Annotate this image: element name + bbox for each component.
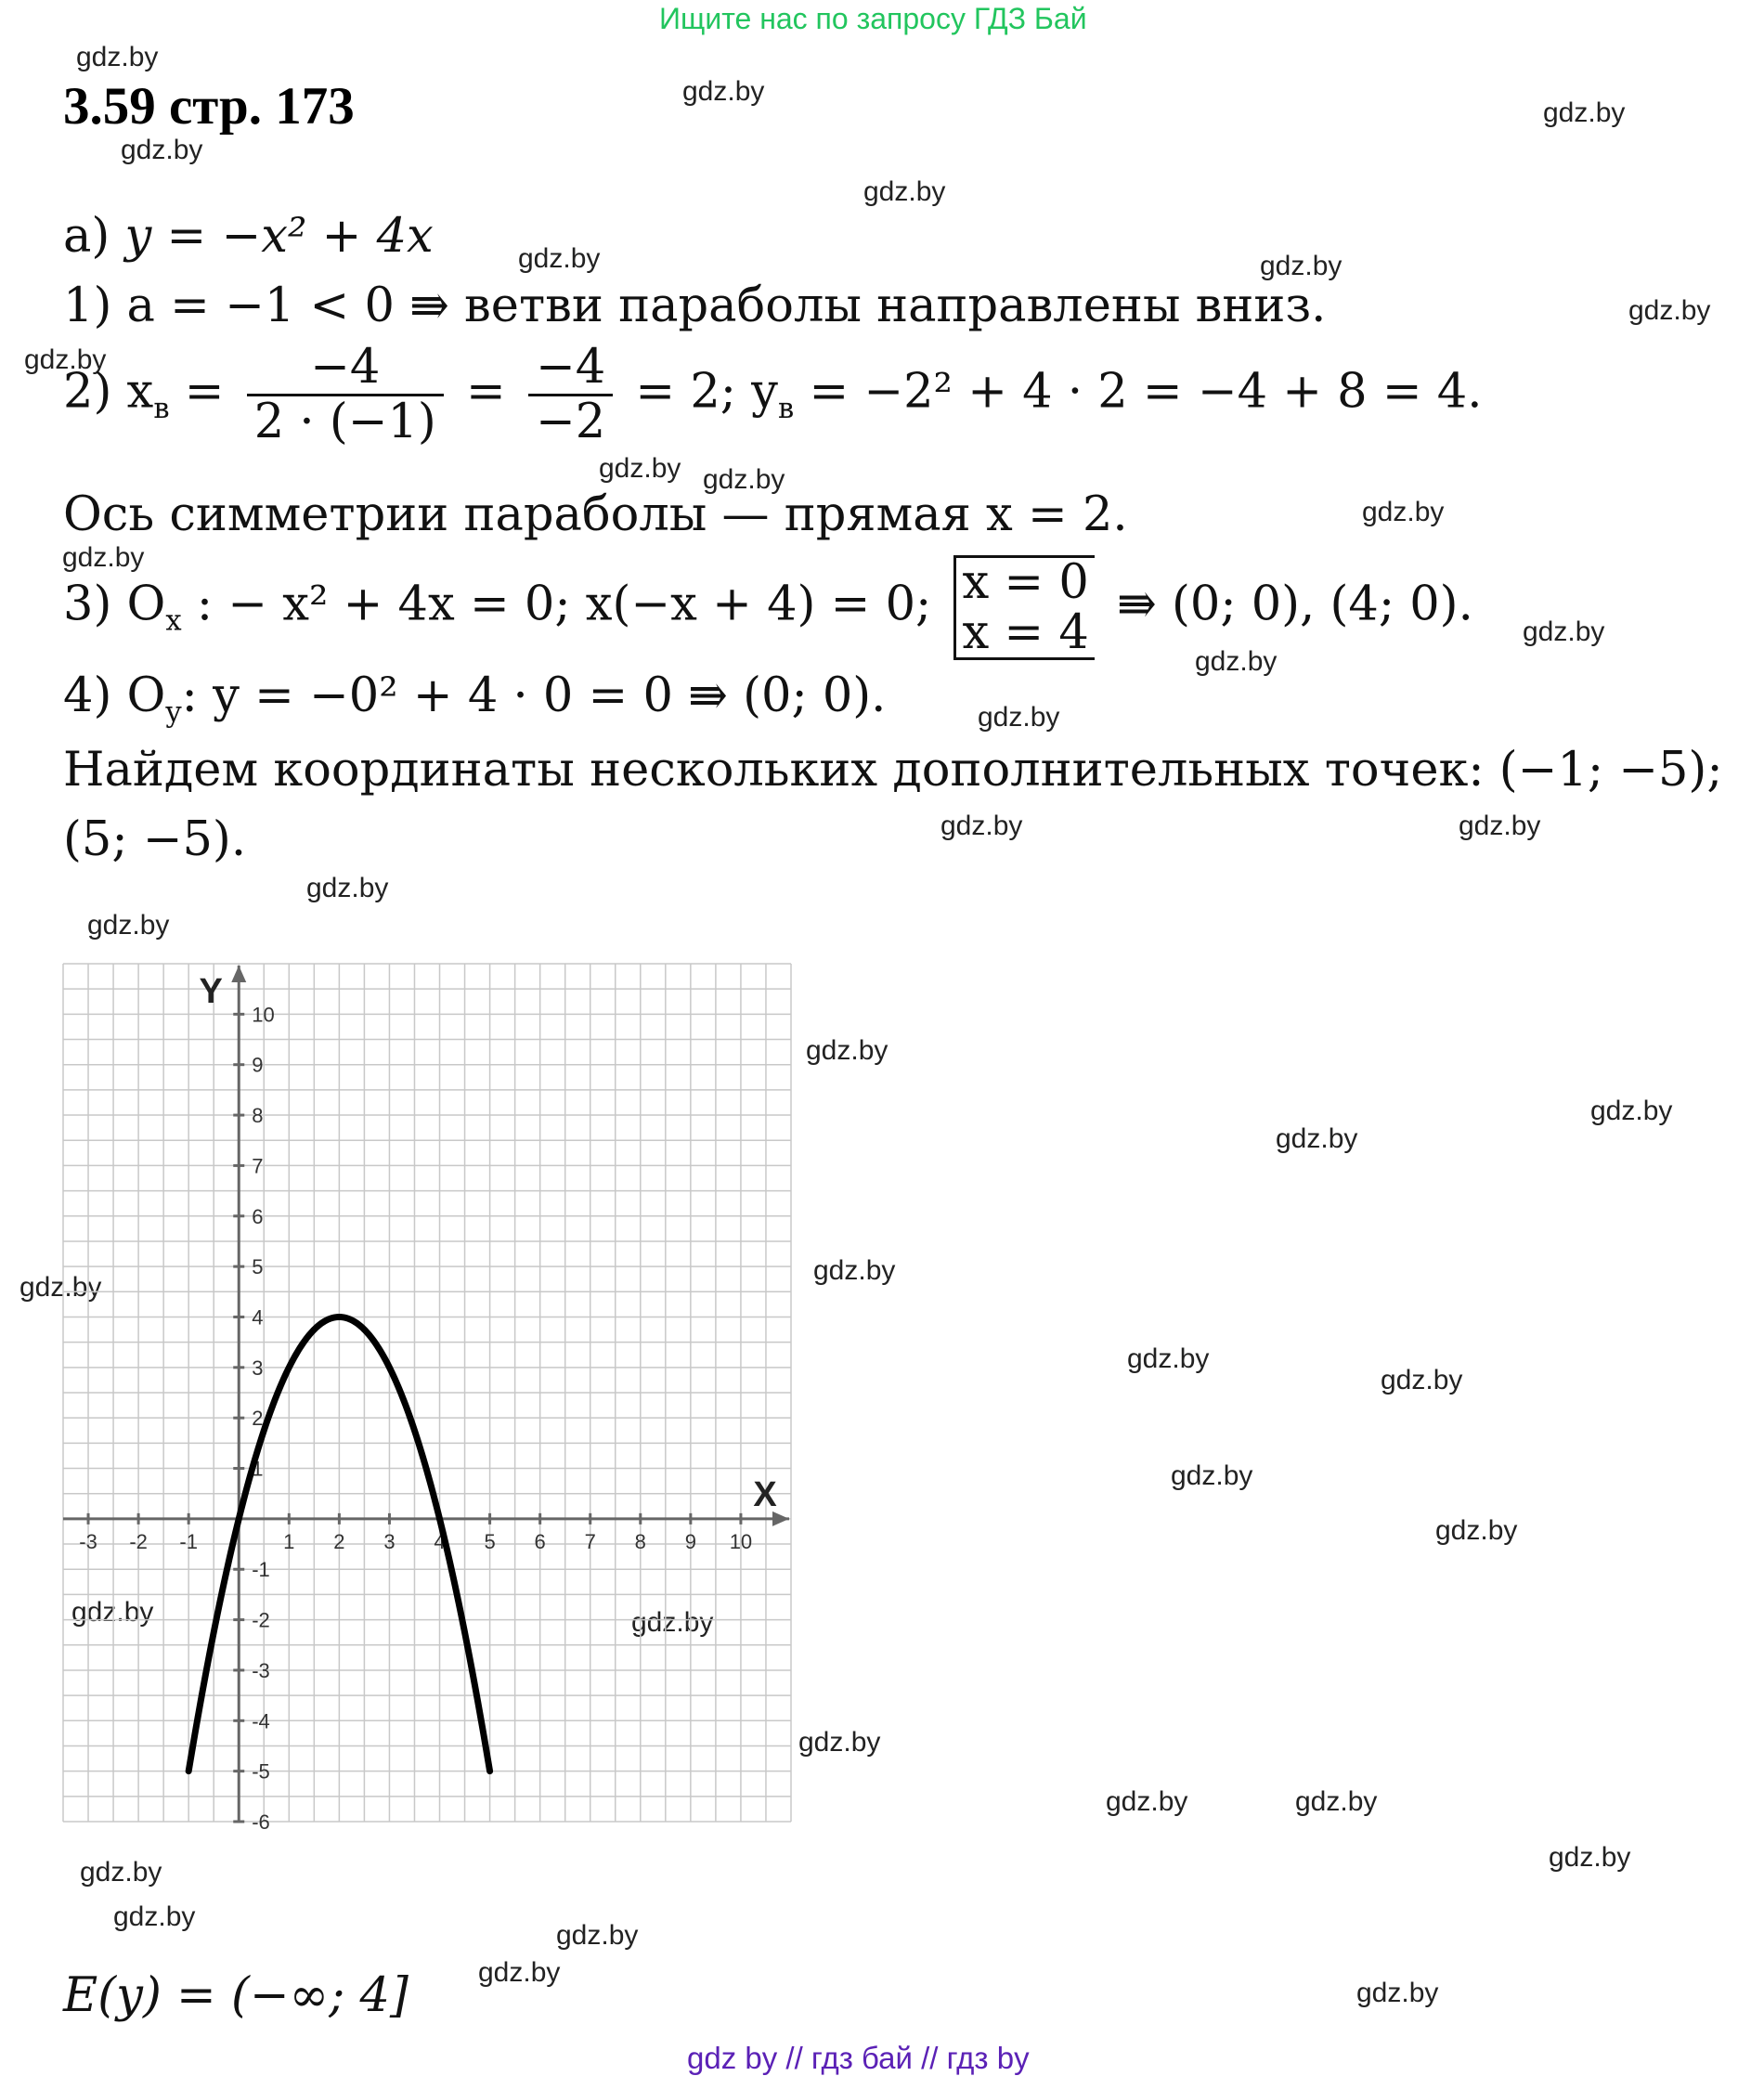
y-tick-label: 10 bbox=[252, 1003, 275, 1027]
y-tick-label: -4 bbox=[252, 1709, 270, 1733]
watermark: gdz.by bbox=[478, 1957, 561, 1988]
x-tick-label: -1 bbox=[179, 1529, 198, 1553]
step-2-eq1: = bbox=[184, 364, 225, 420]
function-line bbox=[63, 209, 434, 264]
fraction-1-den: 2 · (−1) bbox=[247, 394, 444, 448]
y-axis-label: Y bbox=[199, 972, 223, 1011]
watermark: gdz.by bbox=[806, 1035, 888, 1066]
y-tick-label: 5 bbox=[252, 1255, 264, 1279]
watermark: gdz.by bbox=[518, 243, 601, 274]
watermark: gdz.by bbox=[113, 1901, 196, 1932]
watermark: gdz.by bbox=[978, 702, 1060, 733]
watermark: gdz.by bbox=[121, 135, 203, 165]
watermark: gdz.by bbox=[71, 1597, 154, 1628]
x-tick-label: 1 bbox=[283, 1529, 295, 1553]
function-formula: y = −x² + 4x bbox=[124, 209, 434, 264]
x-tick-label: 10 bbox=[729, 1529, 753, 1553]
watermark: gdz.by bbox=[1127, 1343, 1210, 1374]
step-3 bbox=[63, 555, 1473, 660]
x-tick-label: 7 bbox=[584, 1529, 596, 1553]
axis-of-symmetry: Ось симметрии параболы — прямая x = 2. bbox=[63, 487, 1128, 542]
watermark: gdz.by bbox=[24, 344, 107, 375]
watermark: gdz.by bbox=[1106, 1786, 1188, 1817]
watermark: gdz.by bbox=[682, 76, 765, 107]
y-tick-label: 7 bbox=[252, 1154, 264, 1178]
parabola-chart bbox=[56, 956, 798, 1829]
watermark: gdz.by bbox=[1260, 251, 1342, 281]
step-2 bbox=[63, 342, 1482, 448]
watermark: gdz.by bbox=[80, 1857, 162, 1888]
y-tick-label: 1 bbox=[252, 1457, 264, 1481]
step-2-sub: в bbox=[153, 392, 170, 425]
footer-links[interactable]: gdz by // гдз бай // гдз by bbox=[687, 2041, 1030, 2075]
watermark: gdz.by bbox=[798, 1727, 881, 1758]
watermark: gdz.by bbox=[1628, 295, 1711, 326]
step-2-tail: = −2² + 4 · 2 = −4 + 8 = 4. bbox=[809, 364, 1483, 420]
x-tick-label: 8 bbox=[634, 1529, 646, 1553]
watermark: gdz.by bbox=[19, 1272, 102, 1303]
watermark: gdz.by bbox=[940, 811, 1023, 841]
x-tick-label: 3 bbox=[383, 1529, 396, 1553]
watermark: gdz.by bbox=[1543, 97, 1626, 128]
watermark: gdz.by bbox=[631, 1607, 714, 1638]
y-tick-label: -6 bbox=[252, 1810, 270, 1829]
watermark: gdz.by bbox=[1195, 646, 1278, 677]
y-tick-label: -1 bbox=[252, 1558, 270, 1582]
y-tick-label: -3 bbox=[252, 1658, 270, 1682]
watermark: gdz.by bbox=[1362, 497, 1445, 527]
extra-points-line-2: (5; −5). bbox=[63, 812, 247, 867]
y-tick-label: 4 bbox=[252, 1305, 264, 1330]
y-tick-label: -5 bbox=[252, 1759, 270, 1784]
watermark: gdz.by bbox=[306, 873, 389, 903]
part-label: а) bbox=[63, 209, 110, 264]
watermark: gdz.by bbox=[1549, 1842, 1631, 1873]
step-3-tail: ⇛ (0; 0), (4; 0). bbox=[1117, 577, 1473, 632]
fraction-1-num: −4 bbox=[310, 340, 381, 395]
watermark: gdz.by bbox=[1356, 1978, 1439, 2008]
step-2-eq2: = bbox=[466, 364, 506, 420]
y-tick-label: 6 bbox=[252, 1204, 264, 1228]
watermark: gdz.by bbox=[556, 1920, 639, 1951]
watermark: gdz.by bbox=[1590, 1096, 1673, 1126]
page-title: 3.59 стр. 173 bbox=[63, 77, 355, 136]
watermark: gdz.by bbox=[1381, 1365, 1463, 1395]
step-4-sub: y bbox=[165, 696, 182, 730]
watermark: gdz.by bbox=[1295, 1786, 1378, 1817]
search-banner[interactable]: Ищите нас по запросу ГДЗ Бай bbox=[659, 2, 1087, 35]
x-tick-label: 5 bbox=[484, 1529, 496, 1553]
watermark: gdz.by bbox=[1171, 1460, 1253, 1491]
step-4-prefix: 4) O bbox=[63, 668, 166, 723]
watermark: gdz.by bbox=[703, 464, 785, 495]
watermark: gdz.by bbox=[599, 453, 681, 484]
fraction-2 bbox=[528, 342, 613, 448]
range-of-values: E(y) = (−∞; 4] bbox=[63, 1968, 409, 2023]
y-tick-label: 2 bbox=[252, 1407, 264, 1431]
watermark: gdz.by bbox=[76, 42, 159, 72]
step-4-tail: : y = −0² + 4 · 0 = 0 ⇛ (0; 0). bbox=[181, 668, 887, 723]
watermark: gdz.by bbox=[87, 910, 170, 941]
step-3-sub: x bbox=[165, 604, 182, 638]
watermark: gdz.by bbox=[1523, 616, 1605, 647]
watermark: gdz.by bbox=[863, 176, 946, 207]
fraction-2-num: −4 bbox=[535, 340, 606, 395]
watermark: gdz.by bbox=[1276, 1123, 1358, 1154]
step-1: 1) a = −1 < 0 ⇛ ветви параболы направлены вниз. bbox=[63, 279, 1327, 333]
watermark: gdz.by bbox=[813, 1255, 896, 1286]
y-axis-arrow bbox=[231, 966, 246, 982]
x-tick-label: -2 bbox=[129, 1529, 148, 1553]
fraction-1 bbox=[247, 342, 444, 448]
watermark: gdz.by bbox=[62, 542, 145, 573]
extra-points-line-1: Найдем координаты нескольких дополнительных точек: (−1; −5); bbox=[63, 743, 1723, 798]
fraction-2-den: −2 bbox=[528, 394, 613, 448]
case-1: x = 0 bbox=[962, 555, 1089, 610]
y-tick-label: 9 bbox=[252, 1053, 264, 1077]
y-tick-label: 8 bbox=[252, 1104, 264, 1128]
step-4 bbox=[63, 668, 886, 729]
step-2-prefix: 2) x bbox=[63, 364, 154, 420]
watermark: gdz.by bbox=[1459, 811, 1541, 841]
x-tick-label: 9 bbox=[684, 1529, 696, 1553]
step-3-prefix: 3) O bbox=[63, 577, 166, 632]
x-axis-label: X bbox=[753, 1474, 777, 1514]
x-tick-label: 4 bbox=[434, 1529, 446, 1553]
case-2: x = 4 bbox=[962, 604, 1089, 660]
x-tick-label: 6 bbox=[534, 1529, 546, 1553]
step-2-rest: = 2; y bbox=[635, 364, 778, 420]
step-3-mid: : − x² + 4x = 0; x(−x + 4) = 0; bbox=[196, 577, 932, 632]
cases-bracket bbox=[953, 555, 1094, 660]
step-2-sub2: в bbox=[777, 392, 795, 425]
x-tick-label: -3 bbox=[79, 1529, 97, 1553]
y-tick-label: -2 bbox=[252, 1608, 270, 1632]
watermark: gdz.by bbox=[1435, 1515, 1518, 1546]
y-tick-label: 3 bbox=[252, 1356, 264, 1380]
x-tick-label: 2 bbox=[333, 1529, 345, 1553]
